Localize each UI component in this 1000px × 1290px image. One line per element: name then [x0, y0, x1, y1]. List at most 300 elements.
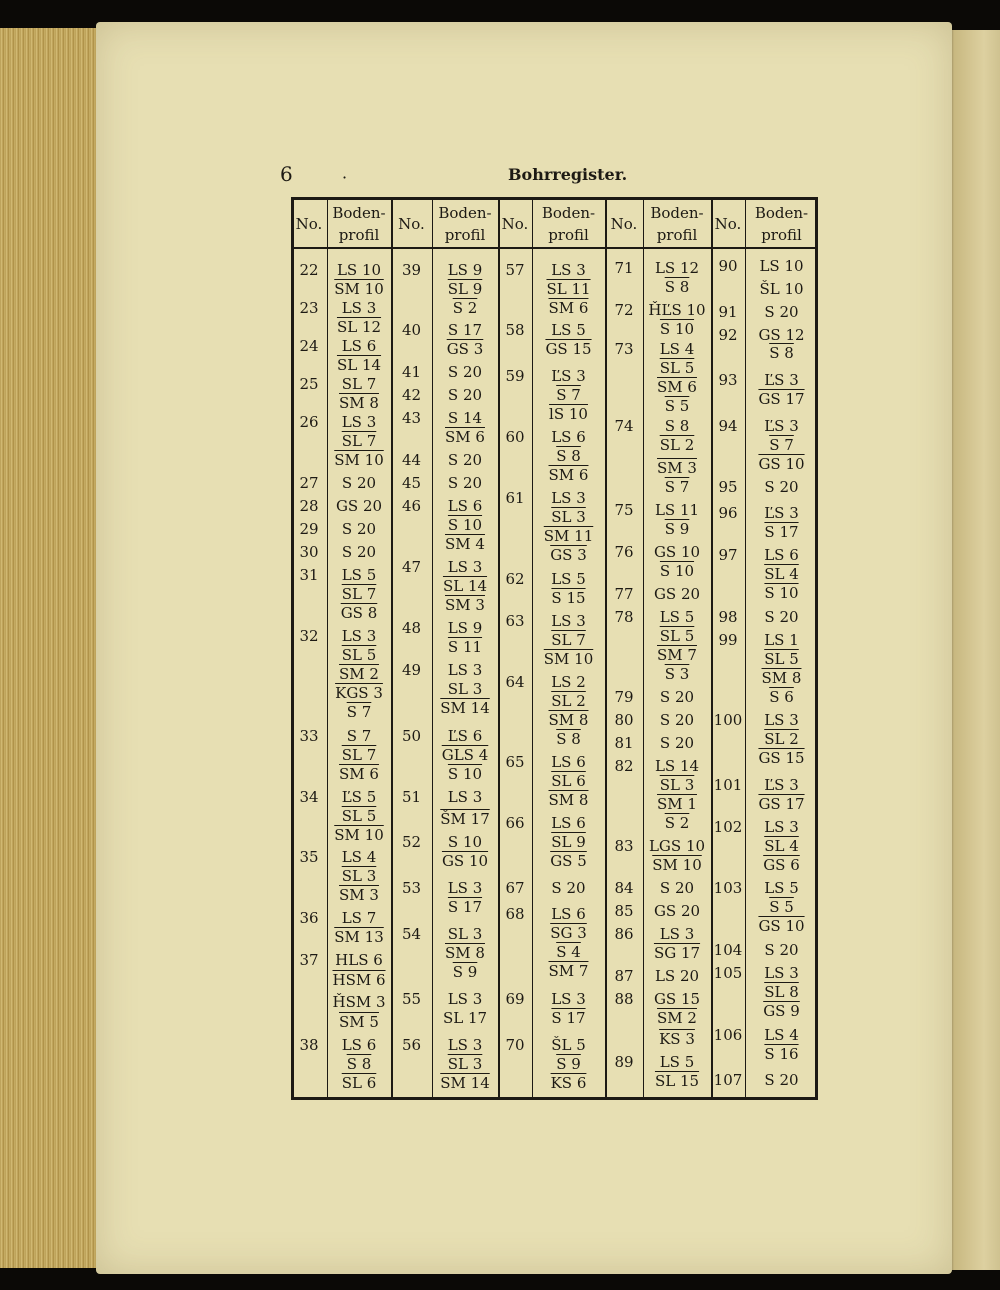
- soil-profile-entry: S 16: [764, 1045, 799, 1063]
- soil-profile-entry: LS 3: [551, 489, 586, 507]
- bohr-number: 28: [299, 497, 319, 515]
- soil-profile-entry: SM 8: [548, 791, 589, 809]
- soil-profile-entry: LS 3: [447, 879, 483, 897]
- bohr-number: 84: [614, 879, 634, 897]
- soil-profile-entry: SL 6: [551, 772, 586, 790]
- bohr-number: 88: [614, 990, 634, 1008]
- soil-profile-entry: LS 4: [659, 340, 695, 358]
- column-divider: [532, 200, 533, 1097]
- soil-profile-entry: SM 1: [657, 795, 697, 813]
- soil-profile-entry: ĽS 3: [764, 776, 799, 794]
- bohr-number: 36: [299, 909, 319, 927]
- soil-profile-entry: GS 9: [763, 1002, 800, 1020]
- soil-profile-entry: LS 11: [654, 501, 700, 519]
- soil-profile-entry: S 7: [664, 478, 690, 496]
- bohr-number: 43: [401, 409, 422, 427]
- soil-profile-entry: LGS 10: [648, 837, 706, 855]
- bohr-number: 72: [614, 301, 634, 319]
- soil-profile-entry: ŠL 5: [551, 1036, 586, 1054]
- bohr-number: 58: [505, 321, 525, 339]
- soil-profile-entry: LS 6: [764, 546, 799, 564]
- soil-profile-entry: SM 3: [339, 886, 379, 904]
- soil-profile-entry: S 20: [659, 711, 695, 729]
- bohr-number: 60: [505, 428, 525, 446]
- soil-profile-entry: KS 3: [659, 1030, 695, 1048]
- soil-profile-entry: SM 6: [548, 466, 589, 484]
- bohr-number: 33: [299, 727, 319, 745]
- soil-profile-entry: LS 3: [764, 964, 799, 982]
- soil-profile-entry: SL 3: [447, 925, 483, 943]
- soil-profile-entry: S 2: [452, 299, 478, 317]
- soil-profile-entry: GS 3: [446, 340, 484, 358]
- bohr-number: 67: [505, 879, 525, 897]
- soil-profile-entry: S 5: [664, 397, 690, 415]
- header-no: [291, 200, 327, 247]
- soil-profile-entry: LS 6: [551, 814, 586, 832]
- soil-profile-entry: S 20: [341, 543, 377, 561]
- header-bodenprofil-label: Boden- profil: [332, 203, 386, 244]
- header-no: [391, 200, 432, 247]
- soil-profile-entry: S 8: [769, 344, 794, 362]
- bohr-number: 65: [505, 753, 525, 771]
- bohr-number: 98: [718, 608, 738, 626]
- soil-profile-entry: S 7: [769, 436, 794, 454]
- soil-profile-entry: S 10: [659, 320, 695, 338]
- soil-profile-entry: LS 6: [551, 753, 586, 771]
- soil-profile-entry: SM 7: [657, 646, 697, 664]
- soil-profile-entry: SM 10: [652, 856, 702, 874]
- soil-profile-entry: S 10: [659, 562, 695, 580]
- bohr-number: 51: [401, 788, 422, 806]
- soil-profile-entry: GS 15: [545, 340, 592, 358]
- bohr-number: 73: [614, 340, 634, 358]
- soil-profile-entry: SM 3: [657, 459, 697, 477]
- soil-profile-entry: LS 3: [764, 818, 799, 836]
- header-bodenprofil-label: Boden- profil: [438, 203, 492, 244]
- soil-profile-entry: S 20: [341, 474, 377, 492]
- soil-profile-entry: SL 4: [764, 837, 799, 855]
- bohr-number: 70: [505, 1036, 525, 1054]
- bohr-number: 92: [718, 326, 738, 344]
- bohr-number: 53: [401, 879, 422, 897]
- bohr-number: 48: [401, 619, 422, 637]
- soil-profile-entry: S 20: [659, 734, 695, 752]
- soil-profile-entry: S 9: [556, 1055, 581, 1073]
- bohr-number: 105: [713, 964, 743, 982]
- bohr-number: 76: [614, 543, 634, 561]
- bohr-number: 34: [299, 788, 319, 806]
- bohr-number: 37: [299, 951, 319, 969]
- bohr-number: 61: [505, 489, 525, 507]
- bohr-number: 91: [718, 303, 738, 321]
- soil-profile-entry: SM 5: [339, 1013, 379, 1031]
- bohr-number: 66: [505, 814, 525, 832]
- soil-profile-entry: LS 5: [659, 608, 695, 626]
- soil-profile-entry: ŠM 17: [440, 810, 490, 828]
- bohr-number: 78: [614, 608, 634, 626]
- soil-profile-entry: S 10: [447, 833, 483, 851]
- bohr-number: 107: [713, 1071, 743, 1089]
- soil-profile-entry: S 10: [447, 516, 483, 534]
- bohr-number: 103: [713, 879, 743, 897]
- header-no-label: No.: [398, 214, 425, 233]
- soil-profile-entry: LS 3: [551, 990, 586, 1008]
- soil-profile-entry: LS 20: [654, 967, 700, 985]
- soil-profile-entry: S 7: [346, 703, 372, 721]
- bohr-number: 94: [718, 417, 738, 435]
- soil-profile-entry: LS 9: [447, 261, 483, 279]
- soil-profile-entry: SM 10: [334, 826, 384, 844]
- bohr-number: 35: [299, 848, 319, 866]
- soil-profile-entry: LS 5: [551, 570, 586, 588]
- bohr-number: 22: [299, 261, 319, 279]
- soil-profile-entry: LS 3: [447, 788, 483, 806]
- bohr-number: 68: [505, 905, 525, 923]
- soil-profile-entry: LS 3: [341, 299, 377, 317]
- bohr-number: 96: [718, 504, 738, 522]
- soil-profile-entry: S 5: [769, 898, 794, 916]
- bohr-number: 81: [614, 734, 634, 752]
- soil-profile-entry: S 6: [769, 688, 794, 706]
- soil-profile-entry: GS 20: [335, 497, 383, 515]
- soil-profile-entry: S 20: [447, 363, 483, 381]
- soil-profile-entry: SL 5: [764, 650, 799, 668]
- bohr-number: 82: [614, 757, 634, 775]
- soil-profile-entry: SL 9: [447, 280, 483, 298]
- group-divider: [391, 200, 393, 1097]
- soil-profile-entry: SL 8: [764, 983, 799, 1001]
- page-number: 6: [280, 162, 293, 186]
- bohr-number: 50: [401, 727, 422, 745]
- soil-profile-entry: SL 2: [659, 436, 695, 454]
- soil-profile-entry: LS 3: [447, 990, 483, 1008]
- header-bodenprofil: [327, 200, 391, 247]
- bohr-number: 54: [401, 925, 422, 943]
- soil-profile-entry: SL 12: [336, 318, 382, 336]
- soil-profile-entry: S 20: [659, 688, 695, 706]
- soil-profile-entry: S 17: [551, 1009, 586, 1027]
- soil-profile-entry: SM 7: [548, 962, 589, 980]
- bohr-number: 80: [614, 711, 634, 729]
- bohr-number: 63: [505, 612, 525, 630]
- soil-profile-entry: SL 5: [341, 807, 377, 825]
- soil-profile-entry: SL 3: [447, 1055, 483, 1073]
- soil-profile-entry: SL 11: [546, 280, 591, 298]
- soil-profile-entry: SL 7: [341, 375, 377, 393]
- soil-profile-entry: LS 5: [659, 1053, 695, 1071]
- soil-profile-entry: SM 10: [334, 451, 384, 469]
- bohr-number: 100: [713, 711, 743, 729]
- soil-profile-entry: ĽS 3: [551, 367, 586, 385]
- soil-profile-entry: SM 8: [548, 711, 589, 729]
- soil-profile-entry: SL 4: [764, 565, 799, 583]
- header-bodenprofil-label: Boden- profil: [650, 203, 704, 244]
- soil-profile-entry: LS 3: [551, 612, 586, 630]
- soil-profile-entry: LS 7: [341, 909, 377, 927]
- soil-profile-entry: SL 14: [442, 577, 488, 595]
- soil-profile-entry: ŠL 10: [759, 280, 804, 298]
- soil-profile-entry: SL 3: [341, 867, 377, 885]
- soil-profile-entry: S 20: [764, 1071, 799, 1089]
- column-divider: [745, 200, 746, 1097]
- soil-profile-entry: SL 5: [659, 359, 695, 377]
- soil-profile-entry: SL 6: [341, 1074, 377, 1092]
- page-title: Bohrregister.: [508, 165, 628, 184]
- bohr-number: 64: [505, 673, 525, 691]
- bohr-number: 31: [299, 566, 319, 584]
- soil-profile-entry: HLS 6: [335, 951, 383, 969]
- soil-profile-entry: S 3: [664, 665, 690, 683]
- soil-profile-entry: LS 3: [447, 558, 483, 576]
- bohr-number: 38: [299, 1036, 319, 1054]
- header-no-label: No.: [501, 214, 529, 233]
- bohr-number: 45: [401, 474, 422, 492]
- soil-profile-entry: S 8: [346, 1055, 372, 1073]
- bohr-number: 40: [401, 321, 422, 339]
- header-bodenprofil: [745, 200, 818, 247]
- soil-profile-entry: SG 17: [653, 944, 701, 962]
- soil-profile-entry: LS 6: [551, 905, 586, 923]
- header-rule: [294, 247, 815, 249]
- soil-profile-entry: SM 14: [440, 699, 490, 717]
- header-no: [605, 200, 643, 247]
- bohr-number: 46: [401, 497, 422, 515]
- bohr-number: 104: [713, 941, 743, 959]
- bohr-number: 97: [718, 546, 738, 564]
- bohr-number: 106: [713, 1026, 743, 1044]
- soil-profile-entry: LS 3: [551, 261, 586, 279]
- soil-profile-entry: SM 6: [339, 765, 379, 783]
- bohr-number: 71: [614, 259, 634, 277]
- soil-profile-entry: LS 10: [336, 261, 382, 279]
- soil-profile-entry: GS 3: [550, 546, 587, 564]
- book-page-edges-right: [944, 30, 1000, 1270]
- bohr-number: 42: [401, 386, 422, 404]
- soil-profile-entry: LS 3: [764, 711, 799, 729]
- soil-profile-entry: SM 10: [334, 280, 384, 298]
- soil-profile-entry: LS 5: [341, 566, 377, 584]
- soil-profile-entry: GS 6: [763, 856, 800, 874]
- soil-profile-entry: S 17: [764, 523, 799, 541]
- bohr-number: 30: [299, 543, 319, 561]
- soil-profile-entry: GS 17: [758, 795, 805, 813]
- soil-profile-entry: S 20: [447, 451, 483, 469]
- soil-profile-entry: S 8: [556, 730, 581, 748]
- soil-profile-entry: SM 8: [761, 669, 802, 687]
- soil-profile-entry: ĽS 3: [764, 417, 799, 435]
- soil-profile-entry: S 2: [664, 814, 690, 832]
- bohr-number: 39: [401, 261, 422, 279]
- soil-profile-entry: SL 2: [764, 730, 799, 748]
- bohr-number: 95: [718, 478, 738, 496]
- soil-profile-entry: LS 6: [341, 337, 377, 355]
- soil-profile-entry: S 8: [664, 417, 690, 435]
- soil-profile-entry: GS 20: [653, 585, 701, 603]
- soil-profile-entry: SM 8: [445, 944, 485, 962]
- bohr-number: 102: [713, 818, 743, 836]
- column-divider: [432, 200, 433, 1097]
- soil-profile-entry: LS 10: [759, 257, 804, 275]
- soil-profile-entry: ȞSM 3: [332, 993, 386, 1011]
- header-bodenprofil-label: Boden- profil: [754, 203, 809, 244]
- header-no: [498, 200, 532, 247]
- soil-profile-entry: S 20: [764, 608, 799, 626]
- soil-profile-entry: GS 17: [758, 390, 805, 408]
- soil-profile-entry: SL 15: [654, 1072, 700, 1090]
- bohr-number: 85: [614, 902, 634, 920]
- soil-profile-entry: GS 20: [653, 902, 701, 920]
- soil-profile-entry: GS 10: [653, 543, 701, 561]
- soil-profile-entry: GS 5: [550, 852, 587, 870]
- soil-profile-entry: S 8: [664, 278, 690, 296]
- bohr-number: 101: [713, 776, 743, 794]
- header-bodenprofil: [532, 200, 605, 247]
- soil-profile-entry: LS 1: [764, 631, 799, 649]
- soil-profile-entry: GS 10: [441, 852, 489, 870]
- column-divider: [643, 200, 644, 1097]
- bohr-number: 99: [718, 631, 738, 649]
- bohr-number: 25: [299, 375, 319, 393]
- soil-profile-entry: LS 9: [447, 619, 483, 637]
- soil-profile-entry: LS 14: [654, 757, 700, 775]
- soil-profile-entry: S 7: [556, 386, 581, 404]
- soil-profile-entry: GS 8: [340, 604, 378, 622]
- soil-profile-entry: SL 2: [551, 692, 586, 710]
- bohr-number: 26: [299, 413, 319, 431]
- header-no-label: No.: [610, 214, 638, 233]
- soil-profile-entry: S 20: [764, 478, 799, 496]
- soil-profile-entry: SL 5: [659, 627, 695, 645]
- soil-profile-entry: S 15: [551, 589, 586, 607]
- bohr-number: 69: [505, 990, 525, 1008]
- soil-profile-entry: SL 5: [341, 646, 377, 664]
- header-bodenprofil: [643, 200, 711, 247]
- bohr-number: 90: [718, 257, 738, 275]
- bohr-number: 41: [401, 363, 422, 381]
- soil-profile-entry: S 14: [447, 409, 483, 427]
- soil-profile-entry: SL 7: [341, 432, 377, 450]
- soil-profile-entry: S 20: [764, 941, 799, 959]
- bohr-number: 83: [614, 837, 634, 855]
- soil-profile-entry: ĽS 5: [341, 788, 377, 806]
- soil-profile-entry: SM 10: [543, 650, 594, 668]
- soil-profile-entry: SM 6: [657, 378, 697, 396]
- soil-profile-entry: LS 3: [341, 627, 377, 645]
- soil-profile-entry: S 20: [659, 879, 695, 897]
- soil-profile-entry: ĽS 6: [447, 727, 483, 745]
- soil-profile-entry: LS 6: [447, 497, 483, 515]
- bohr-number: 47: [401, 558, 422, 576]
- soil-profile-entry: LS 3: [659, 925, 695, 943]
- soil-profile-entry: LS 3: [447, 661, 483, 679]
- soil-profile-entry: SL 14: [336, 356, 382, 374]
- header-bodenprofil-label: Boden- profil: [541, 203, 596, 244]
- bohr-number: 79: [614, 688, 634, 706]
- soil-profile-entry: KS 6: [550, 1074, 587, 1092]
- soil-profile-entry: SM 3: [445, 596, 485, 614]
- soil-profile-entry: S 4: [556, 943, 581, 961]
- bohr-number: 29: [299, 520, 319, 538]
- group-divider: [605, 200, 607, 1097]
- bohr-number: 77: [614, 585, 634, 603]
- soil-profile-entry: GS 15: [653, 990, 701, 1008]
- soil-profile-entry: ȞĽS 10: [648, 301, 706, 319]
- soil-profile-entry: LS 5: [551, 321, 586, 339]
- bohr-number: 44: [401, 451, 422, 469]
- column-divider: [327, 200, 328, 1097]
- soil-profile-entry: S 20: [551, 879, 586, 897]
- soil-profile-entry: GS 12: [758, 326, 805, 344]
- soil-profile-entry: ĽS 3: [764, 371, 799, 389]
- soil-profile-entry: lS 10: [549, 405, 588, 423]
- soil-profile-entry: S 9: [452, 963, 478, 981]
- bohr-number: 56: [401, 1036, 422, 1054]
- header-no: [711, 200, 745, 247]
- bohrregister-table: [291, 197, 818, 1100]
- soil-profile-entry: S 20: [764, 303, 799, 321]
- soil-profile-entry: S 20: [447, 386, 483, 404]
- soil-profile-entry: S 9: [664, 520, 690, 538]
- header-no-label: No.: [295, 214, 323, 233]
- bohr-number: 74: [614, 417, 634, 435]
- soil-profile-entry: S 10: [764, 584, 799, 602]
- bohr-number: 62: [505, 570, 525, 588]
- bohr-number: 49: [401, 661, 422, 679]
- soil-profile-entry: SL 7: [341, 746, 377, 764]
- bohr-number: 59: [505, 367, 525, 385]
- soil-profile-entry: SL 7: [341, 585, 377, 603]
- bohr-number: 24: [299, 337, 319, 355]
- soil-profile-entry: SL 9: [551, 833, 586, 851]
- header-bodenprofil: [432, 200, 498, 247]
- ink-dot: ·: [342, 168, 348, 187]
- soil-profile-entry: SM 6: [445, 428, 485, 446]
- soil-profile-entry: GS 10: [758, 455, 805, 473]
- soil-profile-entry: LS 4: [764, 1026, 799, 1044]
- soil-profile-entry: SM 14: [440, 1074, 490, 1092]
- bohr-number: 57: [505, 261, 525, 279]
- soil-profile-entry: S 8: [556, 447, 581, 465]
- soil-profile-entry: S 10: [447, 765, 483, 783]
- soil-profile-entry: S 11: [447, 638, 483, 656]
- bohr-number: 87: [614, 967, 634, 985]
- soil-profile-entry: S 7: [346, 727, 372, 745]
- soil-profile-entry: LS 3: [341, 413, 377, 431]
- soil-profile-entry: LS 6: [551, 428, 586, 446]
- soil-profile-entry: SL 3: [551, 508, 586, 526]
- soil-profile-entry: SM 8: [339, 394, 379, 412]
- bohr-number: 93: [718, 371, 738, 389]
- soil-profile-entry: S 20: [341, 520, 377, 538]
- soil-profile-entry: S 20: [447, 474, 483, 492]
- bohr-number: 55: [401, 990, 422, 1008]
- header-no-label: No.: [714, 214, 742, 233]
- soil-profile-entry: SL 3: [659, 776, 695, 794]
- soil-profile-entry: GS 15: [758, 749, 805, 767]
- soil-profile-entry: LS 2: [551, 673, 586, 691]
- bohr-number: 52: [401, 833, 422, 851]
- bohr-number: 27: [299, 474, 319, 492]
- soil-profile-entry: SM 6: [548, 299, 589, 317]
- soil-profile-entry: SM 11: [543, 527, 594, 545]
- bohr-number: 32: [299, 627, 319, 645]
- soil-profile-entry: SG 3: [550, 924, 587, 942]
- soil-profile-entry: SM 4: [445, 535, 485, 553]
- soil-profile-entry: GS 10: [758, 917, 805, 935]
- soil-profile-entry: SL 17: [442, 1009, 488, 1027]
- soil-profile-entry: LS 5: [764, 879, 799, 897]
- soil-profile-entry: S 17: [447, 898, 483, 916]
